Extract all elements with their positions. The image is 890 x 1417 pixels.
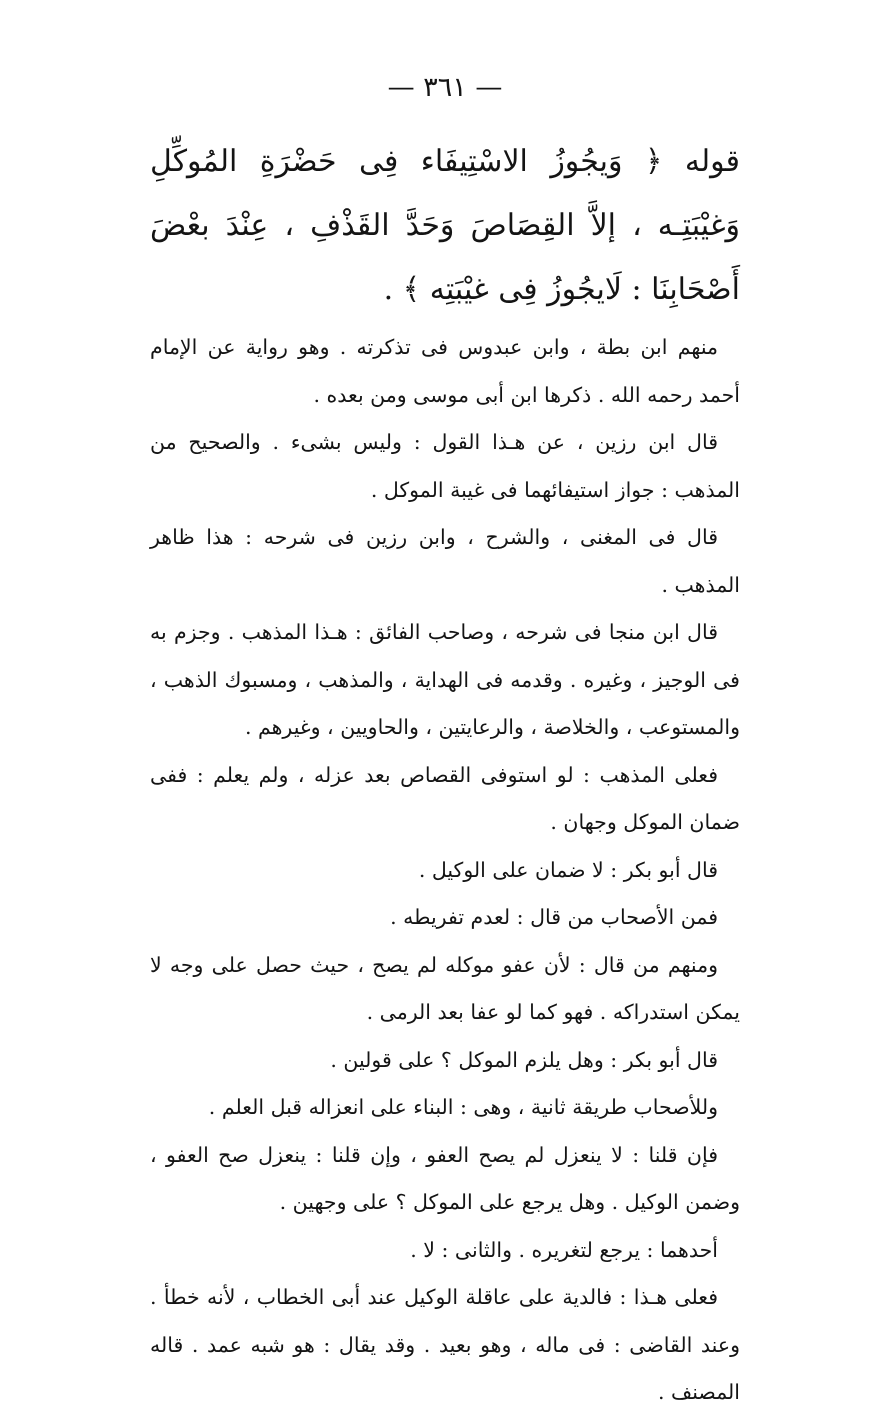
- paragraph: ومنهم من قال : لأن عفو موكله لم يصح ، حيث حصل على وجه لا يمكن استدراكه . فهو كما لو عفا بعد الرمى .: [150, 952, 740, 1024]
- paragraph: قال ابن منجا فى شرحه ، وصاحب الفائق : هـذا المذهب . وجزم به فى الوجيز ، وغيره . وقدمه فى الهداية ، والمذهب ، ومسبوك الذهب ، والمستوعب ، والخلاصة ، والرعايتين ، والحاويين ، وغيرهم .: [150, 620, 740, 739]
- paragraph: قال ابن رزين ، عن هـذا القول : وليس بشىء . والصحيح من المذهب : جواز استيفائهما فى غيبة الموكل .: [150, 430, 740, 502]
- paragraph: قال فى المغنى ، والشرح ، وابن رزين فى شرحه : هذا ظاهر المذهب .: [150, 525, 740, 597]
- paragraph: فمن الأصحاب من قال : لعدم تفريطه .: [390, 905, 718, 929]
- paragraph: أحدهما : يرجع لتغريره . والثانى : لا .: [410, 1237, 718, 1262]
- paragraph: فعلى المذهب : لو استوفى القصاص بعد عزله ، ولم يعلم : ففى ضمان الموكل وجهان .: [150, 762, 740, 834]
- paragraph: وللأصحاب طريقة ثانية ، وهى : البناء على انعزاله قبل العلم .: [208, 1095, 718, 1119]
- paragraph: فعلى هـذا : فالدية على عاقلة الوكيل عند أبى الخطاب ، لأنه خطأ . وعند القاضى : فى ماله ، وهو بعيد . وقد يقال : هو شبه عمد . قاله المصنف .: [150, 1285, 740, 1404]
- section-heading: قوله ﴿ وَيجُوزُ الاسْتِيفَاء فِى حَضْرَةِ المُوكِّلِ وَغيْبَتِـه ، إلاَّ القِصَاصَ وَحَدَّ القَذْفِ ، عِنْدَ بعْضَ أَصْحَابِنَا : لَايجُوزُ فِى غيْبَتِه ﴾ .: [150, 144, 740, 307]
- paragraph: منهم ابن بطة ، وابن عبدوس فى تذكرته . وهو رواية عن الإمام أحمد رحمه الله . ذكرها ابن أبى موسى ومن بعده .: [150, 335, 740, 407]
- paragraph: قال أبو بكر : وهل يلزم الموكل ؟ على قولين .: [330, 1047, 718, 1072]
- page-body: [150, 130, 740, 1417]
- paragraph: فإن قلنا : لا ينعزل لم يصح العفو ، وإن قلنا : ينعزل صح العفو ، وضمن الوكيل . وهل يرجع على الموكل ؟ على وجهين .: [150, 1142, 740, 1214]
- paragraph: قال أبو بكر : لا ضمان على الوكيل .: [418, 857, 718, 882]
- page-number: — ٣٦١ —: [387, 72, 503, 103]
